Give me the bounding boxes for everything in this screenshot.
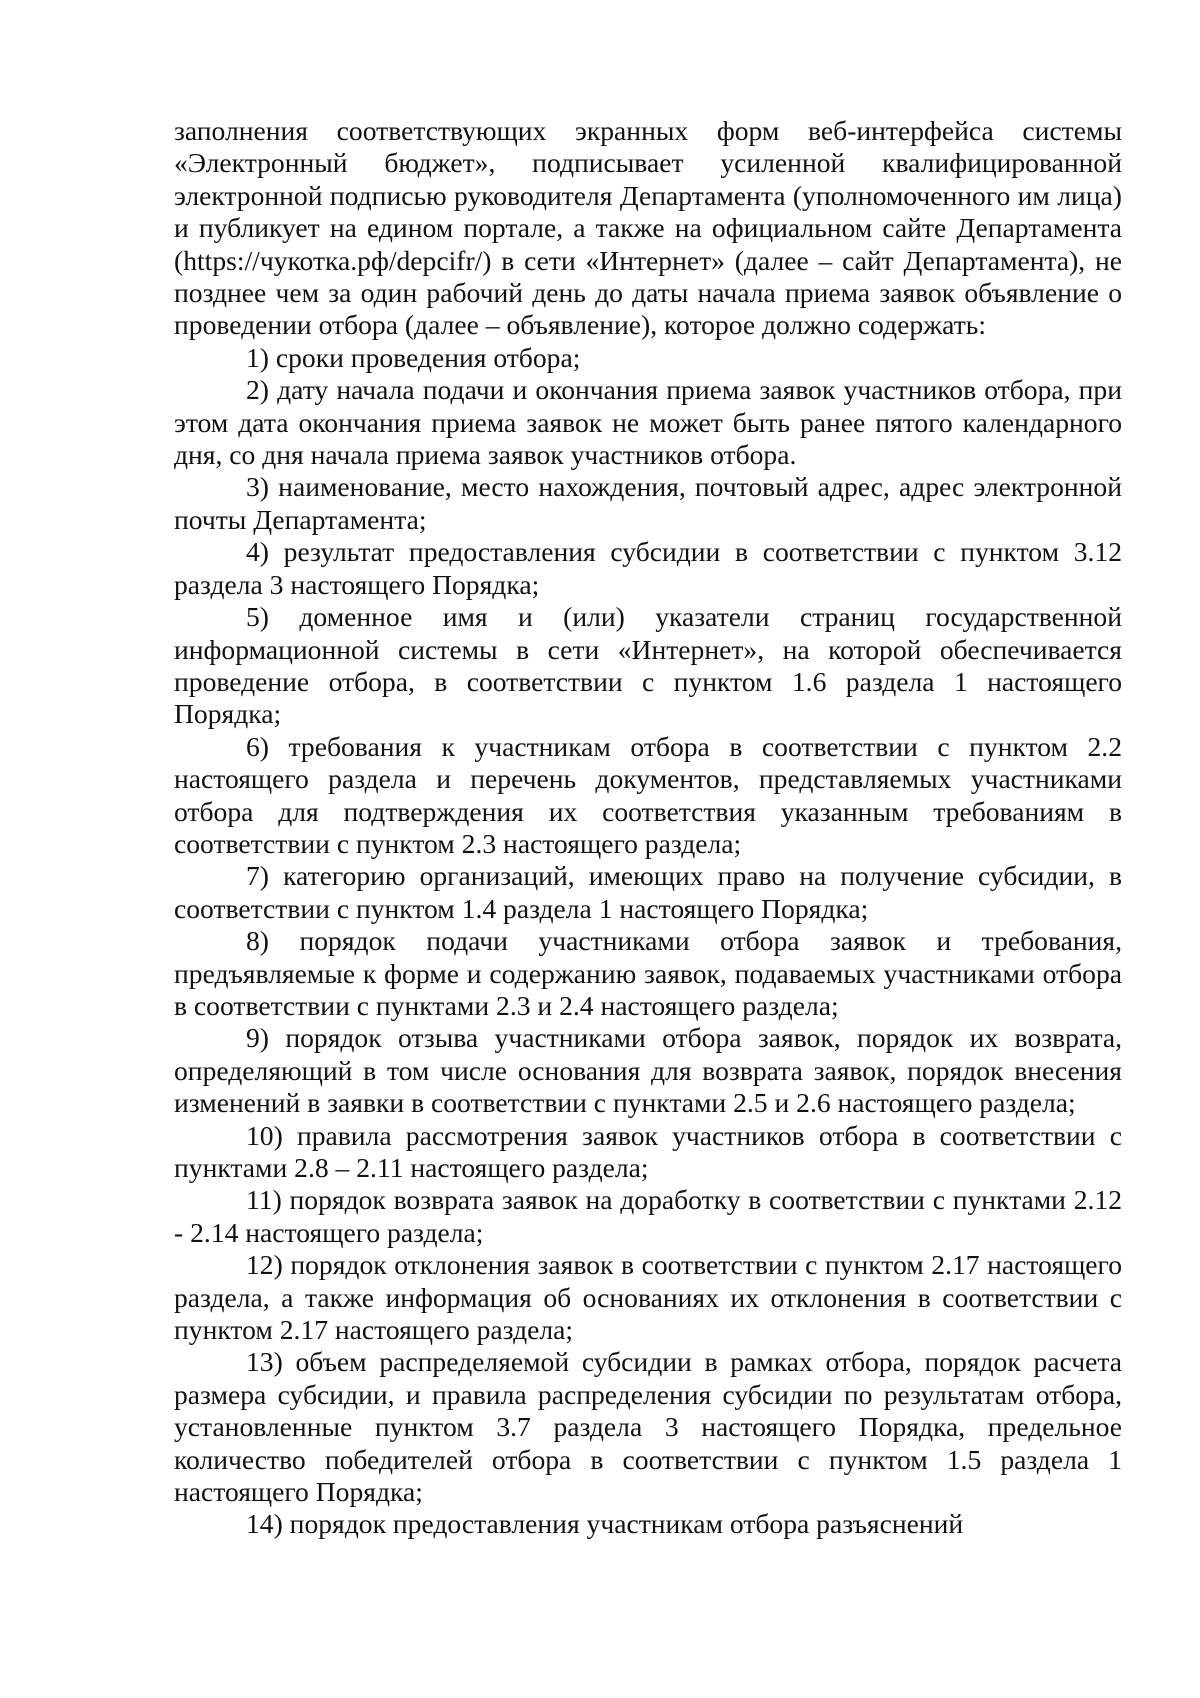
list-item-14: 14) порядок предоставления участникам отбора разъяснений [246, 1508, 964, 1540]
list-item-5: 5) доменное имя и (или) указатели страниц государственной информационной системы в сети «Интернет», на которой обеспечивается проведение отбора, в соответствии с пунктом 1.6 раздела 1 настоящего Порядка; [174, 601, 1122, 730]
list-item-11: 11) порядок возврата заявок на доработку в соответствии с пунктами 2.12 - 2.14 настоящего раздела; [174, 1184, 1122, 1248]
list-item-2: 2) дату начала подачи и окончания приема заявок участников отбора, при этом дата окончания приема заявок не может быть ранее пятого календарного дня, со дня начала приема заявок участников отбора. [174, 374, 1122, 471]
document-page [174, 115, 1122, 1541]
list-item-3: 3) наименование, место нахождения, почтовый адрес, адрес электронной почты Департамента; [174, 471, 1122, 535]
list-item-8: 8) порядок подачи участниками отбора заявок и требования, предъявляемые к форме и содержанию заявок, подаваемых участниками отбора в соответствии с пунктами 2.3 и 2.4 настоящего раздела; [174, 925, 1122, 1021]
list-item-12: 12) порядок отклонения заявок в соответствии с пунктом 2.17 настоящего раздела, а также информация об основаниях их отклонения в соответствии с пунктом 2.17 настоящего раздела; [174, 1249, 1122, 1346]
list-item-1: 1) сроки проведения отбора; [246, 341, 581, 373]
list-item-13: 13) объем распределяемой субсидии в рамках отбора, порядок расчета размера субсидии, и правила распределения субсидии по результатам отбора, установленные пунктом 3.7 раздела 3 настоящего Порядка, предельное количество победителей отбора в соответствии с пунктом 1.5 раздела 1 настоящего Порядка; [174, 1346, 1122, 1508]
paragraph-intro: заполнения соответствующих экранных форм веб-интерфейса системы «Электронный бюджет», подписывает усиленной квалифицированной электронной подписью руководителя Департамента (уполномоченного им лица) и публикует на едином портале, а также на официальном сайте Департамента (https://чукотка.рф/depcifr/) в сети «Интернет» (далее – сайт Департамента), не позднее чем за один рабочий день до даты начала приема заявок объявление о проведении отбора (далее – объявление), которое должно содержать: [174, 115, 1122, 341]
list-item-7: 7) категорию организаций, имеющих право на получение субсидии, в соответствии с пунктом 1.4 раздела 1 настоящего Порядка; [174, 860, 1122, 924]
list-item-4: 4) результат предоставления субсидии в соответствии с пунктом 3.12 раздела 3 настоящего Порядка; [174, 536, 1122, 600]
list-item-9: 9) порядок отзыва участниками отбора заявок, порядок их возврата, определяющий в том числе основания для возврата заявок, порядок внесения изменений в заявки в соответствии с пунктами 2.5 и 2.6 настоящего раздела; [174, 1022, 1122, 1119]
list-item-10: 10) правила рассмотрения заявок участников отбора в соответствии с пунктами 2.8 – 2.11 настоящего раздела; [174, 1119, 1122, 1183]
list-item-6: 6) требования к участникам отбора в соответствии с пунктом 2.2 настоящего раздела и перечень документов, представляемых участниками отбора для подтверждения их соответствия указанным требованиям в соответствии с пунктом 2.3 настоящего раздела; [174, 730, 1122, 859]
